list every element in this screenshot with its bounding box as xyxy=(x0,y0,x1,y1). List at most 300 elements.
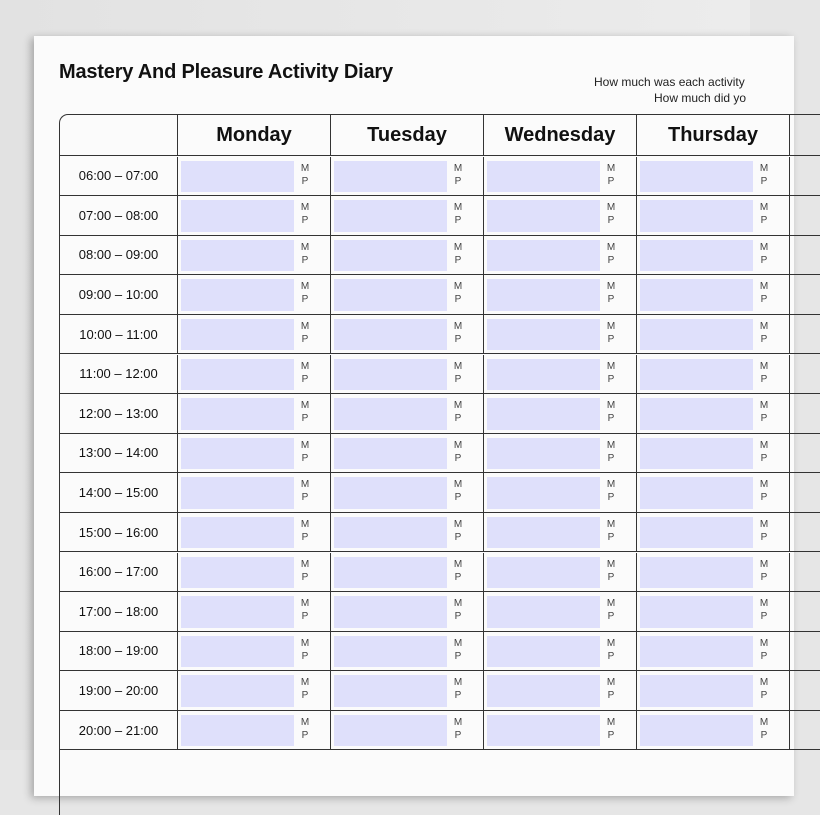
activity-entry-field[interactable] xyxy=(334,438,447,470)
rating-labels xyxy=(605,241,617,267)
pleasure-rating-label[interactable]: P xyxy=(301,254,309,266)
activity-entry-field[interactable] xyxy=(487,359,600,391)
mastery-rating-label[interactable]: M xyxy=(300,241,310,253)
mastery-rating-label[interactable]: M xyxy=(759,558,769,570)
mastery-rating-label[interactable]: M xyxy=(759,281,769,293)
activity-entry-field[interactable] xyxy=(640,279,753,311)
activity-entry-field[interactable] xyxy=(334,675,447,707)
time-slot-label: 06:00 – 07:00 xyxy=(60,157,178,196)
cell-wednesday xyxy=(484,275,637,314)
cell-tuesday xyxy=(331,592,484,631)
activity-entry-field[interactable] xyxy=(640,161,753,193)
activity-entry-field[interactable] xyxy=(181,161,294,193)
pleasure-rating-label[interactable]: P xyxy=(760,492,768,504)
cell-thursday xyxy=(637,553,790,592)
cell-wednesday xyxy=(484,196,637,235)
time-slot-label: 15:00 – 16:00 xyxy=(60,513,178,552)
activity-entry-field[interactable] xyxy=(640,398,753,430)
activity-entry-field[interactable] xyxy=(334,279,447,311)
pleasure-rating-label[interactable]: P xyxy=(607,492,615,504)
rating-labels xyxy=(452,439,464,465)
activity-entry-field[interactable] xyxy=(640,596,753,628)
mastery-rating-label[interactable]: M xyxy=(453,558,463,570)
pleasure-rating-label[interactable]: P xyxy=(760,294,768,306)
activity-entry-field[interactable] xyxy=(487,675,600,707)
rating-labels xyxy=(605,637,617,663)
rating-labels xyxy=(299,597,311,623)
day-header-row xyxy=(60,115,820,156)
activity-entry-field[interactable] xyxy=(181,200,294,232)
rating-labels xyxy=(299,241,311,267)
pleasure-rating-label[interactable]: P xyxy=(454,333,462,345)
activity-entry-field[interactable] xyxy=(181,557,294,589)
rating-labels xyxy=(758,241,770,267)
activity-entry-field[interactable] xyxy=(181,517,294,549)
rating-labels xyxy=(299,280,311,306)
rating-labels xyxy=(299,399,311,425)
rating-labels xyxy=(299,320,311,346)
mastery-rating-label[interactable]: M xyxy=(759,241,769,253)
pleasure-rating-label[interactable]: P xyxy=(301,373,309,385)
mastery-rating-label[interactable]: M xyxy=(759,518,769,530)
pleasure-rating-label[interactable]: P xyxy=(607,729,615,741)
mastery-rating-label[interactable]: M xyxy=(453,162,463,174)
activity-entry-field[interactable] xyxy=(487,715,600,747)
mastery-rating-label[interactable]: M xyxy=(759,677,769,689)
pleasure-rating-label[interactable]: P xyxy=(607,294,615,306)
mastery-rating-label[interactable]: M xyxy=(759,400,769,412)
mastery-rating-label[interactable]: M xyxy=(606,241,616,253)
rating-labels xyxy=(452,399,464,425)
mastery-rating-label[interactable]: M xyxy=(453,360,463,372)
activity-entry-field[interactable] xyxy=(334,240,447,272)
mastery-rating-label[interactable]: M xyxy=(453,439,463,451)
mastery-rating-label[interactable]: M xyxy=(606,716,616,728)
mastery-rating-label[interactable]: M xyxy=(606,518,616,530)
activity-entry-field[interactable] xyxy=(334,161,447,193)
activity-entry-field[interactable] xyxy=(181,240,294,272)
mastery-rating-label[interactable]: M xyxy=(300,202,310,214)
cell-monday xyxy=(178,473,331,512)
activity-entry-field[interactable] xyxy=(487,319,600,351)
rating-labels xyxy=(299,558,311,584)
time-slot-row xyxy=(60,236,820,276)
rating-labels xyxy=(758,478,770,504)
mastery-rating-label[interactable]: M xyxy=(300,558,310,570)
activity-entry-field[interactable] xyxy=(640,715,753,747)
instructions xyxy=(594,74,794,106)
time-slot-label: 07:00 – 08:00 xyxy=(60,196,178,235)
rating-labels xyxy=(758,716,770,742)
cell-thursday xyxy=(637,434,790,473)
mastery-rating-label[interactable]: M xyxy=(453,320,463,332)
mastery-rating-label[interactable]: M xyxy=(606,439,616,451)
mastery-rating-label[interactable]: M xyxy=(606,360,616,372)
mastery-rating-label[interactable]: M xyxy=(453,518,463,530)
activity-entry-field[interactable] xyxy=(487,596,600,628)
cell-tuesday xyxy=(331,196,484,235)
pleasure-rating-label[interactable]: P xyxy=(607,215,615,227)
pleasure-rating-label[interactable]: P xyxy=(301,333,309,345)
mastery-rating-label[interactable]: M xyxy=(759,360,769,372)
cell-wednesday xyxy=(484,553,637,592)
cell-thursday xyxy=(637,315,790,354)
pleasure-rating-label[interactable]: P xyxy=(301,690,309,702)
mastery-rating-label[interactable]: M xyxy=(606,677,616,689)
rating-labels xyxy=(452,518,464,544)
activity-entry-field[interactable] xyxy=(181,398,294,430)
pleasure-rating-label[interactable]: P xyxy=(607,611,615,623)
time-slot-label: 09:00 – 10:00 xyxy=(60,275,178,314)
activity-entry-field[interactable] xyxy=(640,359,753,391)
pleasure-rating-label[interactable]: P xyxy=(454,413,462,425)
mastery-rating-label[interactable]: M xyxy=(300,400,310,412)
rating-labels xyxy=(452,676,464,702)
cell-tuesday xyxy=(331,394,484,433)
rating-labels xyxy=(758,597,770,623)
pleasure-rating-label[interactable]: P xyxy=(760,690,768,702)
rating-labels xyxy=(758,439,770,465)
mastery-rating-label[interactable]: M xyxy=(453,479,463,491)
rating-labels xyxy=(299,518,311,544)
cell-monday xyxy=(178,553,331,592)
pleasure-rating-label[interactable]: P xyxy=(301,492,309,504)
activity-entry-field[interactable] xyxy=(334,636,447,668)
mastery-rating-label[interactable]: M xyxy=(300,518,310,530)
mastery-rating-label[interactable]: M xyxy=(606,162,616,174)
mastery-rating-label[interactable]: M xyxy=(300,320,310,332)
cell-tuesday xyxy=(331,473,484,512)
pleasure-rating-label[interactable]: P xyxy=(301,175,309,187)
activity-entry-field[interactable] xyxy=(640,477,753,509)
cell-monday xyxy=(178,315,331,354)
activity-entry-field[interactable] xyxy=(334,398,447,430)
rating-labels xyxy=(605,360,617,386)
activity-entry-field[interactable] xyxy=(487,517,600,549)
mastery-rating-label[interactable]: M xyxy=(300,281,310,293)
rating-labels xyxy=(452,360,464,386)
time-slot-row xyxy=(60,513,820,553)
cell-tuesday xyxy=(331,157,484,196)
activity-entry-field[interactable] xyxy=(181,675,294,707)
activity-entry-field[interactable] xyxy=(181,319,294,351)
rating-labels xyxy=(605,320,617,346)
time-slot-label: 17:00 – 18:00 xyxy=(60,592,178,631)
time-slot-row xyxy=(60,275,820,315)
activity-entry-field[interactable] xyxy=(334,596,447,628)
cell-tuesday xyxy=(331,553,484,592)
activity-entry-field[interactable] xyxy=(487,636,600,668)
activity-entry-field[interactable] xyxy=(181,279,294,311)
pleasure-rating-label[interactable]: P xyxy=(607,254,615,266)
pleasure-rating-label[interactable]: P xyxy=(454,571,462,583)
rating-labels xyxy=(452,558,464,584)
cell-tuesday xyxy=(331,711,484,750)
pleasure-rating-label[interactable]: P xyxy=(454,175,462,187)
rating-labels xyxy=(299,478,311,504)
activity-entry-field[interactable] xyxy=(334,557,447,589)
mastery-rating-label[interactable]: M xyxy=(453,716,463,728)
mastery-rating-label[interactable]: M xyxy=(606,637,616,649)
pleasure-rating-label[interactable]: P xyxy=(607,333,615,345)
rating-labels xyxy=(299,439,311,465)
pleasure-rating-label[interactable]: P xyxy=(301,729,309,741)
time-slot-row xyxy=(60,434,820,474)
pleasure-rating-label[interactable]: P xyxy=(301,452,309,464)
mastery-rating-label[interactable]: M xyxy=(759,598,769,610)
mastery-rating-label[interactable]: M xyxy=(606,202,616,214)
cell-tuesday xyxy=(331,275,484,314)
pleasure-rating-label[interactable]: P xyxy=(760,650,768,662)
mastery-rating-label[interactable]: M xyxy=(759,637,769,649)
pleasure-rating-label[interactable]: P xyxy=(454,531,462,543)
pleasure-rating-label[interactable]: P xyxy=(607,531,615,543)
mastery-rating-label[interactable]: M xyxy=(300,360,310,372)
rating-labels xyxy=(758,201,770,227)
document-title: Mastery And Pleasure Activity Diary xyxy=(59,61,393,83)
rating-labels xyxy=(299,360,311,386)
pleasure-rating-label[interactable]: P xyxy=(760,611,768,623)
cell-thursday xyxy=(637,355,790,394)
pleasure-rating-label[interactable]: P xyxy=(607,413,615,425)
pleasure-rating-label[interactable]: P xyxy=(760,729,768,741)
activity-entry-field[interactable] xyxy=(640,319,753,351)
rating-labels xyxy=(605,558,617,584)
activity-entry-field[interactable] xyxy=(487,200,600,232)
cell-thursday xyxy=(637,236,790,275)
activity-entry-field[interactable] xyxy=(640,200,753,232)
activity-entry-field[interactable] xyxy=(640,517,753,549)
mastery-rating-label[interactable]: M xyxy=(606,320,616,332)
time-slot-label: 08:00 – 09:00 xyxy=(60,236,178,275)
cell-wednesday xyxy=(484,394,637,433)
rating-labels xyxy=(299,201,311,227)
cell-monday xyxy=(178,513,331,552)
pleasure-rating-label[interactable]: P xyxy=(301,611,309,623)
activity-entry-field[interactable] xyxy=(640,438,753,470)
mastery-rating-label[interactable]: M xyxy=(300,677,310,689)
activity-entry-field[interactable] xyxy=(487,279,600,311)
activity-entry-field[interactable] xyxy=(640,675,753,707)
pleasure-rating-label[interactable]: P xyxy=(607,571,615,583)
mastery-rating-label[interactable]: M xyxy=(300,439,310,451)
cell-thursday xyxy=(637,711,790,750)
pleasure-rating-label[interactable]: P xyxy=(607,650,615,662)
rating-labels xyxy=(758,518,770,544)
rating-labels xyxy=(299,637,311,663)
time-slot-row xyxy=(60,632,820,672)
pleasure-rating-label[interactable]: P xyxy=(301,413,309,425)
cell-tuesday xyxy=(331,513,484,552)
cell-tuesday xyxy=(331,434,484,473)
mastery-rating-label[interactable]: M xyxy=(759,320,769,332)
pleasure-rating-label[interactable]: P xyxy=(301,531,309,543)
mastery-rating-label[interactable]: M xyxy=(300,479,310,491)
mastery-rating-label[interactable]: M xyxy=(606,479,616,491)
mastery-rating-label[interactable]: M xyxy=(759,439,769,451)
mastery-rating-label[interactable]: M xyxy=(759,716,769,728)
rating-labels xyxy=(452,280,464,306)
rating-labels xyxy=(605,162,617,188)
pleasure-rating-label[interactable]: P xyxy=(301,650,309,662)
rating-labels xyxy=(605,478,617,504)
activity-entry-field[interactable] xyxy=(334,715,447,747)
mastery-rating-label[interactable]: M xyxy=(453,637,463,649)
pleasure-rating-label[interactable]: P xyxy=(454,492,462,504)
pleasure-rating-label[interactable]: P xyxy=(760,571,768,583)
pleasure-rating-label[interactable]: P xyxy=(760,333,768,345)
rating-labels xyxy=(605,676,617,702)
time-slot-row xyxy=(60,355,820,395)
activity-entry-field[interactable] xyxy=(487,438,600,470)
time-slot-label: 20:00 – 21:00 xyxy=(60,711,178,750)
cell-thursday xyxy=(637,157,790,196)
pleasure-rating-label[interactable]: P xyxy=(760,531,768,543)
cell-thursday xyxy=(637,513,790,552)
cell-thursday xyxy=(637,394,790,433)
time-slot-row xyxy=(60,473,820,513)
mastery-rating-label[interactable]: M xyxy=(453,598,463,610)
cell-monday xyxy=(178,355,331,394)
rating-labels xyxy=(605,439,617,465)
pleasure-rating-label[interactable]: P xyxy=(760,373,768,385)
mastery-rating-label[interactable]: M xyxy=(759,479,769,491)
pleasure-rating-label[interactable]: P xyxy=(760,413,768,425)
activity-grid xyxy=(59,114,820,815)
activity-entry-field[interactable] xyxy=(181,477,294,509)
activity-entry-field[interactable] xyxy=(334,200,447,232)
mastery-rating-label[interactable]: M xyxy=(453,241,463,253)
cell-wednesday xyxy=(484,315,637,354)
time-slot-row xyxy=(60,157,820,197)
activity-entry-field[interactable] xyxy=(181,596,294,628)
time-slot-label: 14:00 – 15:00 xyxy=(60,473,178,512)
cell-wednesday xyxy=(484,592,637,631)
pleasure-rating-label[interactable]: P xyxy=(607,452,615,464)
time-slot-row xyxy=(60,315,820,355)
mastery-rating-label[interactable]: M xyxy=(300,598,310,610)
time-slot-row xyxy=(60,671,820,711)
cell-wednesday xyxy=(484,632,637,671)
rating-labels xyxy=(758,637,770,663)
pleasure-rating-label[interactable]: P xyxy=(607,373,615,385)
activity-entry-field[interactable] xyxy=(487,557,600,589)
activity-entry-field[interactable] xyxy=(334,359,447,391)
rating-labels xyxy=(299,716,311,742)
time-slot-row xyxy=(60,394,820,434)
mastery-rating-label[interactable]: M xyxy=(300,716,310,728)
cell-wednesday xyxy=(484,236,637,275)
pleasure-rating-label[interactable]: P xyxy=(301,215,309,227)
rating-labels xyxy=(605,518,617,544)
diary-sheet xyxy=(34,36,794,796)
activity-entry-field[interactable] xyxy=(334,319,447,351)
activity-entry-field[interactable] xyxy=(640,557,753,589)
rating-labels xyxy=(452,162,464,188)
pleasure-rating-label[interactable]: P xyxy=(454,373,462,385)
cell-wednesday xyxy=(484,355,637,394)
pleasure-rating-label[interactable]: P xyxy=(454,215,462,227)
pleasure-rating-label[interactable]: P xyxy=(301,571,309,583)
activity-entry-field[interactable] xyxy=(181,636,294,668)
pleasure-rating-label[interactable]: P xyxy=(454,729,462,741)
activity-entry-field[interactable] xyxy=(181,359,294,391)
cell-monday xyxy=(178,394,331,433)
mastery-rating-label[interactable]: M xyxy=(606,400,616,412)
rating-labels xyxy=(605,399,617,425)
cell-monday xyxy=(178,275,331,314)
mastery-rating-label[interactable]: M xyxy=(606,558,616,570)
mastery-rating-label[interactable]: M xyxy=(300,162,310,174)
cell-tuesday xyxy=(331,671,484,710)
activity-entry-field[interactable] xyxy=(181,715,294,747)
activity-entry-field[interactable] xyxy=(487,161,600,193)
activity-entry-field[interactable] xyxy=(487,398,600,430)
cell-thursday xyxy=(637,275,790,314)
mastery-rating-label[interactable]: M xyxy=(759,162,769,174)
mastery-rating-label[interactable]: M xyxy=(453,400,463,412)
rating-labels xyxy=(758,320,770,346)
rating-labels xyxy=(758,676,770,702)
cell-monday xyxy=(178,592,331,631)
mastery-rating-label[interactable]: M xyxy=(606,281,616,293)
pleasure-rating-label[interactable]: P xyxy=(454,611,462,623)
activity-entry-field[interactable] xyxy=(487,477,600,509)
instruction-line-1: How much was each activity xyxy=(594,75,745,89)
mastery-rating-label[interactable]: M xyxy=(453,281,463,293)
pleasure-rating-label[interactable]: P xyxy=(760,175,768,187)
pleasure-rating-label[interactable]: P xyxy=(301,294,309,306)
activity-entry-field[interactable] xyxy=(334,517,447,549)
pleasure-rating-label[interactable]: P xyxy=(454,452,462,464)
activity-entry-field[interactable] xyxy=(640,636,753,668)
cell-monday xyxy=(178,236,331,275)
pleasure-rating-label[interactable]: P xyxy=(607,175,615,187)
cell-wednesday xyxy=(484,473,637,512)
mastery-rating-label[interactable]: M xyxy=(300,637,310,649)
rating-labels xyxy=(452,320,464,346)
pleasure-rating-label[interactable]: P xyxy=(454,254,462,266)
activity-entry-field[interactable] xyxy=(334,477,447,509)
pleasure-rating-label[interactable]: P xyxy=(760,215,768,227)
cell-wednesday xyxy=(484,711,637,750)
activity-entry-field[interactable] xyxy=(487,240,600,272)
pleasure-rating-label[interactable]: P xyxy=(760,452,768,464)
cell-monday xyxy=(178,196,331,235)
activity-entry-field[interactable] xyxy=(640,240,753,272)
cell-monday xyxy=(178,632,331,671)
rating-labels xyxy=(605,280,617,306)
pleasure-rating-label[interactable]: P xyxy=(454,690,462,702)
activity-entry-field[interactable] xyxy=(181,438,294,470)
cell-thursday xyxy=(637,671,790,710)
rating-labels xyxy=(758,399,770,425)
pleasure-rating-label[interactable]: P xyxy=(454,294,462,306)
rating-labels xyxy=(299,676,311,702)
pleasure-rating-label[interactable]: P xyxy=(454,650,462,662)
mastery-rating-label[interactable]: M xyxy=(606,598,616,610)
rating-labels xyxy=(758,162,770,188)
rating-labels xyxy=(299,162,311,188)
pleasure-rating-label[interactable]: P xyxy=(760,254,768,266)
cell-thursday xyxy=(637,196,790,235)
time-slot-label: 11:00 – 12:00 xyxy=(60,355,178,394)
mastery-rating-label[interactable]: M xyxy=(759,202,769,214)
pleasure-rating-label[interactable]: P xyxy=(607,690,615,702)
mastery-rating-label[interactable]: M xyxy=(453,202,463,214)
mastery-rating-label[interactable]: M xyxy=(453,677,463,689)
cell-wednesday xyxy=(484,513,637,552)
